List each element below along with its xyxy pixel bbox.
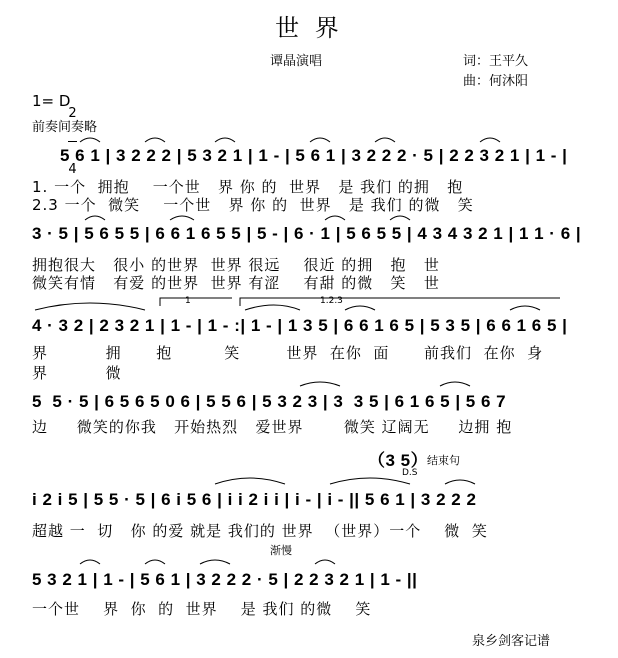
slur-mark: [310, 138, 330, 142]
time-signature-top: 2: [68, 106, 77, 121]
volta-bracket: [160, 298, 232, 306]
key-signature: 1= D: [32, 92, 71, 110]
intro-note: 前奏间奏略: [32, 120, 98, 135]
singer-credit: 谭晶演唱: [270, 54, 323, 69]
notation-line-6: 5 3 2 1 | 1 - | 5 6 1 | 3 2 2 2 · 5 | 2 2 3 2 1 | 1 - ||: [32, 570, 418, 589]
lyric-line-5: 超越 一 切 你 的爱 就是 我们的 世界 （世界）一个 微 笑: [32, 522, 488, 540]
lyric-line-1a: 1. 一个 拥抱 一个世 界 你 的 世界 是 我们 的拥 抱: [32, 178, 464, 196]
slur-mark: [325, 216, 345, 220]
slur-mark: [145, 138, 165, 142]
slur-mark: [345, 306, 375, 310]
slur-mark: [215, 138, 235, 142]
lyric-line-3b: 界 微: [32, 364, 122, 382]
lyric-line-2a: 拥抱很大 很小 的世界 世界 很远 很近 的拥 抱 世: [32, 256, 440, 274]
slur-mark: [80, 560, 100, 564]
volta-123-label: 1.2.3: [320, 296, 343, 306]
slur-mark: [445, 480, 475, 484]
notation-line-5: i 2 i 5 | 5 5 · 5 | 6 i 5 6 | i i 2 i i | i - | i - || 5 6 1 | 3 2 2 2: [32, 490, 477, 509]
slur-mark: [245, 305, 300, 310]
coda-label: 结束句: [427, 454, 460, 467]
notation-line-4: 5 5 · 5 | 6 5 6 5 0 6 | 5 5 6 | 5 3 2 3 | 3 3 5 | 6 1 6 5 | 5 6 7: [32, 392, 507, 411]
transcriber-credit: 泉乡剑客记谱: [472, 634, 551, 649]
lyric-line-1b: 2.3 一个 微笑 一个世 界 你 的 世界 是 我们 的微 笑: [32, 196, 474, 214]
slur-mark: [315, 560, 335, 564]
slur-mark: [510, 306, 540, 310]
notation-line-2: 3 · 5 | 5 6 5 5 | 6 6 1 6 5 5 | 5 - | 6 · 1 | 5 6 5 5 | 4 3 4 3 2 1 | 1 1 · 6 |: [32, 224, 582, 243]
ds-label: D.S: [402, 468, 418, 478]
time-signature-bottom: 4: [68, 162, 77, 177]
slur-mark: [330, 478, 410, 484]
lyric-line-6: 一个世 界 你 的 世界 是 我们 的微 笑: [32, 600, 372, 618]
slur-mark: [300, 382, 340, 386]
composer-credit: 曲：何沐阳: [463, 74, 529, 89]
slur-mark: [215, 478, 285, 484]
volta-1-label: 1: [185, 296, 191, 306]
slur-mark: [390, 216, 410, 220]
lyric-line-3a: 界 拥 抱 笑 世界 在你 面 前我们 在你 身: [32, 344, 544, 362]
lyricist-credit: 词：王平久: [463, 54, 529, 69]
slur-mark: [375, 138, 395, 142]
lyric-line-4: 边 微笑的你我 开始热烈 爱世界 微笑 辽阔无 边拥 抱: [32, 418, 513, 436]
song-title: 世 界: [275, 14, 343, 42]
slur-mark: [440, 382, 470, 386]
notation-line-1: 5 6 1 | 3 2 2 2 | 5 3 2 1 | 1 - | 5 6 1 | 3 2 2 2 · 5 | 2 2 3 2 1 | 1 - |: [60, 146, 568, 165]
slur-mark: [85, 216, 105, 220]
coda-bracket: （3 5）: [368, 451, 429, 470]
slur-mark: [145, 560, 165, 564]
volta-bracket: [240, 298, 560, 306]
slur-mark: [170, 216, 194, 220]
slur-mark: [480, 138, 500, 142]
slur-mark: [80, 138, 100, 142]
slur-mark: [35, 303, 145, 310]
lyric-line-2b: 微笑有情 有爱 的世界 世界 有涩 有甜 的微 笑 世: [32, 274, 440, 292]
notation-line-3: 4 · 3 2 | 2 3 2 1 | 1 - | 1 - :| 1 - | 1 3 5 | 6 6 1 6 5 | 5 3 5 | 6 6 1 6 5 |: [32, 316, 568, 335]
tempo-mark: 渐慢: [270, 544, 292, 557]
slur-mark: [200, 560, 230, 564]
